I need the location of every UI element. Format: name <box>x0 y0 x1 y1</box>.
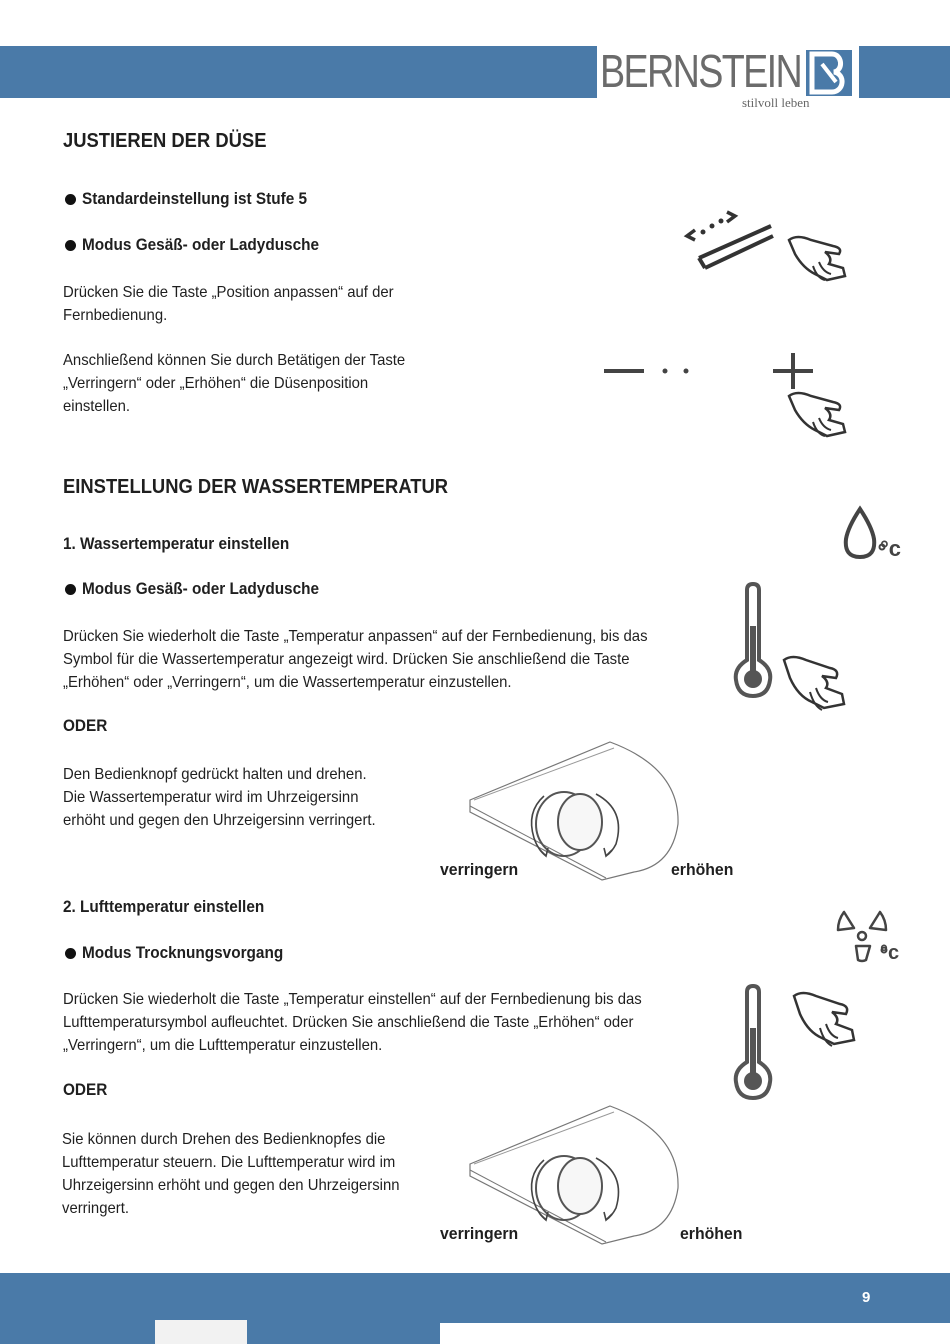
paragraph-line: Drücken Sie wiederholt die Taste „Temperatur einstellen“ auf der Fernbedienung bis das <box>63 991 642 1008</box>
nozzle-position-icon <box>683 208 783 278</box>
bullet-text: Standardeinstellung ist Stufe 5 <box>82 190 308 208</box>
paragraph-line: Drücken Sie wiederholt die Taste „Temperatur anpassen“ auf der Fernbedienung, bis das <box>63 628 648 645</box>
paragraph-line: erhöht und gegen den Uhrzeigersinn verringert. <box>63 812 376 829</box>
brand-logo-text: BERNSTEIN <box>600 45 802 97</box>
page-number: 9 <box>862 1289 871 1306</box>
brand-tagline: stilvoll leben <box>742 95 810 110</box>
bullet-text: Modus Trocknungsvorgang <box>82 944 284 962</box>
paragraph-line: „Erhöhen“ oder „Verringern“, um die Wassertemperatur einzustellen. <box>63 674 512 691</box>
thermometer-icon <box>730 582 780 700</box>
paragraph-line: Den Bedienknopf gedrückt halten und drehen. <box>63 766 367 783</box>
paragraph-line: Uhrzeigersinn erhöht und gegen den Uhrzeigersinn <box>62 1177 400 1194</box>
paragraph-line: Lufttemperatursymbol aufleuchtet. Drücken Sie anschließend die Taste „Erhöhen“ oder <box>63 1014 634 1031</box>
footer-tab <box>155 1320 247 1344</box>
paragraph-line: Symbol für die Wassertemperatur angezeigt wird. Drücken Sie anschließend die Taste <box>63 651 630 668</box>
subheading: 1. Wassertemperatur einstellen <box>63 535 290 553</box>
paragraph-line: verringert. <box>62 1200 129 1217</box>
increase-label: erhöhen <box>671 860 734 879</box>
increase-label: erhöhen <box>680 1224 743 1243</box>
water-unit-label: °c <box>880 536 902 561</box>
section-title-nozzle: JUSTIEREN DER DÜSE <box>63 130 267 152</box>
pointing-hand-icon <box>785 232 860 292</box>
subheading: 2. Lufttemperatur einstellen <box>63 898 265 916</box>
paragraph-line: Sie können durch Drehen des Bedienknopfes die <box>62 1131 386 1148</box>
pointing-hand-icon <box>790 988 870 1062</box>
decrease-label: verringern <box>440 860 519 879</box>
paragraph-line: Fernbedienung. <box>63 307 168 324</box>
paragraph-line: Lufttemperatur steuern. Die Lufttemperatur wird im <box>62 1154 396 1171</box>
paragraph-line: einstellen. <box>63 398 131 415</box>
bullet <box>65 194 76 205</box>
paragraph-line: Die Wassertemperatur wird im Uhrzeigersinn <box>63 789 359 806</box>
section-title-water-temperature: EINSTELLUNG DER WASSERTEMPERATUR <box>63 476 449 498</box>
or-label: ODER <box>63 1081 108 1099</box>
bullet-text: Modus Gesäß- oder Ladydusche <box>82 236 320 254</box>
bullet <box>65 948 76 959</box>
decrease-label: verringern <box>440 1224 519 1243</box>
paragraph-line: „Verringern“, um die Lufttemperatur einzustellen. <box>63 1037 383 1054</box>
paragraph-line: Anschließend können Sie durch Betätigen der Taste <box>63 352 406 369</box>
paragraph-line: Drücken Sie die Taste „Position anpassen“ auf der <box>63 284 394 301</box>
pointing-hand-icon <box>785 388 860 448</box>
thermometer-icon <box>730 984 780 1102</box>
brand-logo-b-icon <box>806 50 852 96</box>
air-unit-label: °c <box>880 942 900 964</box>
or-label: ODER <box>63 717 108 735</box>
bullet-text: Modus Gesäß- oder Ladydusche <box>82 580 320 598</box>
paragraph-line: „Verringern“ oder „Erhöhen“ die Düsenposition <box>63 375 369 392</box>
pointing-hand-icon <box>780 652 860 726</box>
bullet <box>65 240 76 251</box>
footer-strip <box>440 1323 950 1344</box>
bullet <box>65 584 76 595</box>
